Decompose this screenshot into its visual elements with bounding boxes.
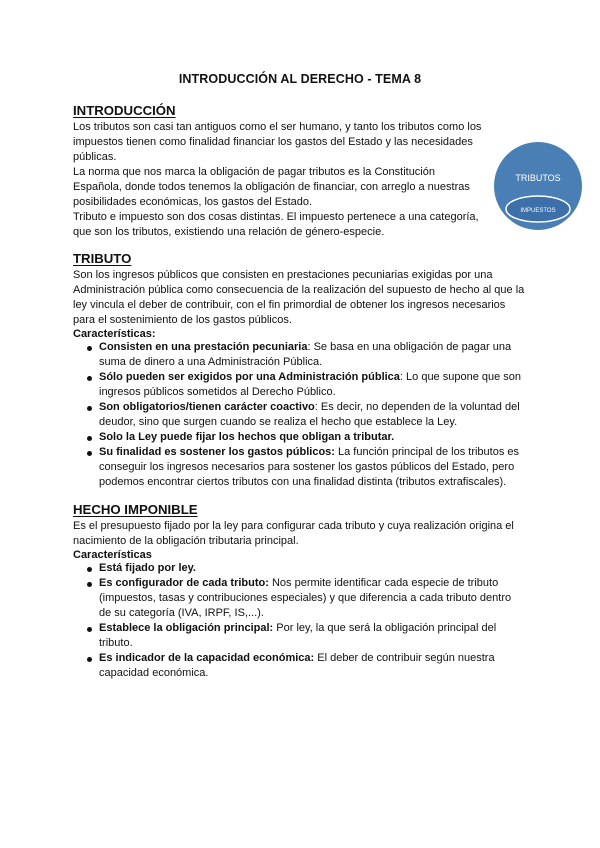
intro-line: Tributo e impuesto son dos cosas distintas. El impuesto pertenece a una categoría, bbox=[73, 211, 479, 223]
tributo-line: para el sostenimiento de los gastos públicos. bbox=[73, 314, 292, 326]
hecho-caracteristicas-label: Características bbox=[73, 549, 152, 561]
tributo-line: Administración pública como consecuencia de la realización del supuesto de hecho al que la bbox=[73, 284, 525, 296]
item-bold: Establece la obligación principal: bbox=[99, 622, 274, 634]
impuestos-label: IMPUESTOS bbox=[520, 208, 556, 214]
tributo-item bbox=[99, 340, 511, 355]
tributo-line: Son los ingresos públicos que consisten en prestaciones pecuniarias exigidas por una bbox=[73, 269, 493, 281]
intro-line: La norma que nos marca la obligación de pagar tributos es la Constitución bbox=[73, 166, 435, 178]
heading-introduccion: INTRODUCCIÓN bbox=[73, 103, 176, 118]
bullet-icon bbox=[87, 657, 92, 662]
intro-line: posibilidades económicas, los gastos del Estado. bbox=[73, 196, 313, 208]
item-text: : Es decir, no dependen de la voluntad del bbox=[314, 401, 520, 413]
intro-line: Los tributos son casi tan antiguos como el ser humano, y tanto los tributos como los bbox=[73, 121, 482, 133]
tributo-item bbox=[99, 445, 519, 460]
hecho-line: nacimiento de la obligación tributaria principal. bbox=[73, 535, 299, 547]
tributos-label: TRIBUTOS bbox=[515, 173, 561, 183]
item-bold: Sólo pueden ser exigidos por una Administración pública bbox=[99, 371, 400, 383]
item-text: El deber de contribuir según nuestra bbox=[314, 652, 495, 664]
bullet-icon bbox=[87, 406, 92, 411]
tributo-item-cont: deudor, sino que surgen cuando se realiza el hecho que establece la Ley. bbox=[99, 416, 458, 428]
item-bold: Solo la Ley puede fijar los hechos que obligan a tributar. bbox=[99, 431, 395, 443]
hecho-item bbox=[99, 621, 496, 636]
tributo-item-cont: podemos encontrar ciertos tributos con una finalidad distinta (tributos extrafiscales). bbox=[99, 476, 507, 488]
tributo-item bbox=[99, 400, 520, 415]
document-title: INTRODUCCIÓN AL DERECHO - TEMA 8 bbox=[178, 72, 422, 86]
bullet-icon bbox=[87, 582, 92, 587]
hecho-item bbox=[99, 651, 495, 666]
item-bold: Está fijado por ley. bbox=[99, 562, 196, 574]
hecho-item bbox=[99, 561, 196, 576]
item-bold: Consisten en una prestación pecuniaria bbox=[99, 341, 308, 353]
intro-line: públicas. bbox=[73, 151, 117, 163]
item-text: : Se basa en una obligación de pagar una bbox=[307, 341, 512, 353]
tributo-line: ley vincula el deber de contribuir, con el fin primordial de obtener los ingresos necesarios bbox=[73, 299, 506, 311]
bullet-icon bbox=[87, 451, 92, 456]
bullet-icon bbox=[87, 376, 92, 381]
item-text: Por ley, la que será la obligación principal del bbox=[273, 622, 497, 634]
item-bold: Es configurador de cada tributo: bbox=[99, 577, 269, 589]
hecho-item bbox=[99, 576, 498, 591]
hecho-item-cont: (impuestos, tasas y contribuciones especiales) y que diferencia a cada tributo dentro bbox=[99, 592, 512, 604]
heading-hecho-imponible: HECHO IMPONIBLE bbox=[73, 502, 198, 517]
tributo-caracteristicas-label: Características: bbox=[73, 328, 156, 340]
hecho-item-cont: tributo. bbox=[99, 637, 133, 649]
item-bold: Son obligatorios/tienen carácter coactivo bbox=[99, 401, 315, 413]
item-text: Nos permite identificar cada especie de tributo bbox=[268, 577, 499, 589]
intro-line: impuestos tienen como finalidad financiar los gastos del Estado y las necesidades bbox=[73, 136, 473, 148]
hecho-item-cont: de su categoría (IVA, IRPF, IS,...). bbox=[99, 607, 264, 619]
item-text: : Lo que supone que son bbox=[399, 371, 522, 383]
hecho-line: Es el presupuesto fijado por la ley para configurar cada tributo y cuya realización origina el bbox=[73, 520, 514, 532]
bullet-icon bbox=[87, 346, 92, 351]
tributo-item-cont: suma de dinero a una Administración Pública. bbox=[99, 356, 323, 368]
heading-tributo: TRIBUTO bbox=[73, 251, 132, 266]
bullet-icon bbox=[87, 436, 92, 441]
item-text: La función principal de los tributos es bbox=[334, 446, 520, 458]
tributo-item bbox=[99, 370, 521, 385]
bullet-icon bbox=[87, 567, 92, 572]
hecho-item-cont: capacidad económica. bbox=[99, 667, 209, 679]
intro-line: que son los tributos, existiendo una relación de género-especie. bbox=[73, 226, 385, 238]
item-bold: Es indicador de la capacidad económica: bbox=[99, 652, 315, 664]
tributo-item bbox=[99, 430, 394, 445]
tributo-item-cont: conseguir los ingresos necesarios para sostener los gastos públicos del Estado, pero bbox=[99, 461, 515, 473]
item-bold: Su finalidad es sostener los gastos públicos: bbox=[99, 446, 335, 458]
tributo-item-cont: ingresos públicos sometidos al Derecho Público. bbox=[99, 386, 336, 398]
bullet-icon bbox=[87, 627, 92, 632]
intro-line: Española, donde todos tenemos la obligación de financiar, con arreglo a nuestras bbox=[73, 181, 470, 193]
